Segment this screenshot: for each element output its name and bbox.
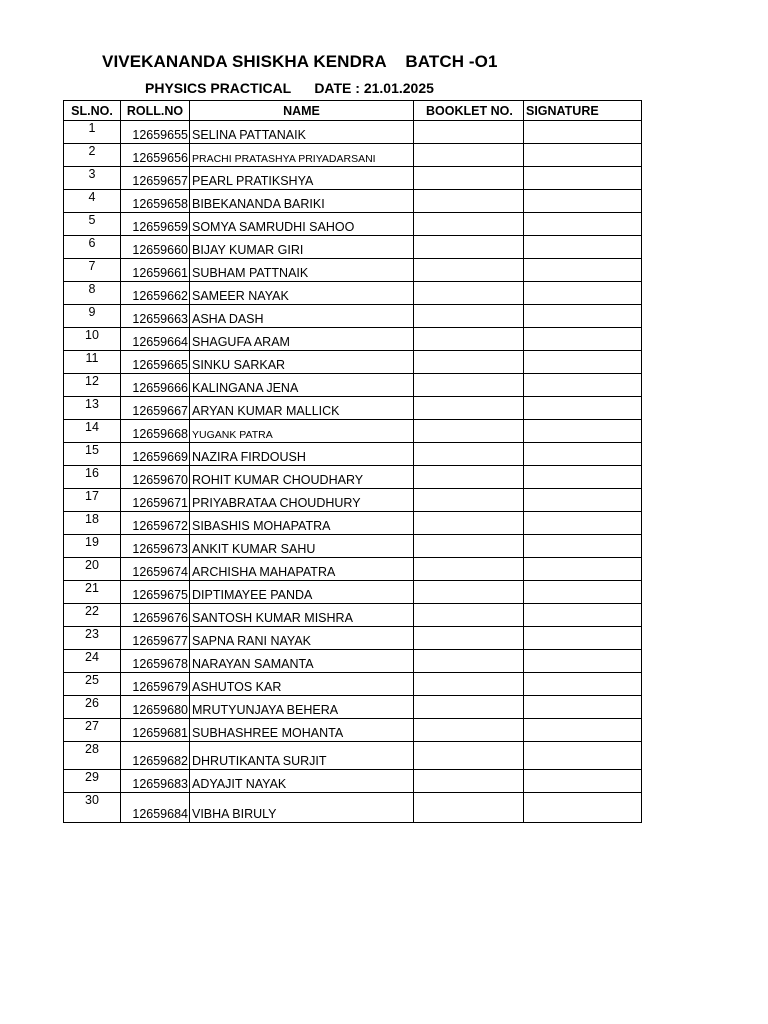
table-row — [64, 650, 642, 673]
booklet-no-cell[interactable] — [414, 770, 524, 793]
student-name-cell: DIPTIMAYEE PANDA — [190, 581, 414, 604]
sl-no-cell: 7 — [64, 259, 121, 282]
student-name-cell: SAMEER NAYAK — [190, 282, 414, 305]
student-name-cell: VIBHA BIRULY — [190, 793, 414, 823]
signature-cell[interactable] — [524, 466, 642, 489]
sl-no-cell: 17 — [64, 489, 121, 512]
sl-no-cell: 11 — [64, 351, 121, 374]
signature-cell[interactable] — [524, 213, 642, 236]
booklet-no-cell[interactable] — [414, 351, 524, 374]
table-row — [64, 121, 642, 144]
table-row — [64, 420, 642, 443]
signature-cell[interactable] — [524, 696, 642, 719]
student-name-cell: YUGANK PATRA — [190, 420, 414, 443]
sl-no-cell: 1 — [64, 121, 121, 144]
signature-cell[interactable] — [524, 282, 642, 305]
roll-no-cell: 12659663 — [121, 305, 190, 328]
table-row — [64, 259, 642, 282]
student-name-cell: SUBHAM PATTNAIK — [190, 259, 414, 282]
booklet-no-cell[interactable] — [414, 719, 524, 742]
booklet-no-cell[interactable] — [414, 282, 524, 305]
booklet-no-cell[interactable] — [414, 443, 524, 466]
roll-no-cell: 12659678 — [121, 650, 190, 673]
signature-cell[interactable] — [524, 420, 642, 443]
student-name-cell: SIBASHIS MOHAPATRA — [190, 512, 414, 535]
booklet-no-cell[interactable] — [414, 558, 524, 581]
table-row — [64, 627, 642, 650]
table-row — [64, 673, 642, 696]
signature-cell[interactable] — [524, 742, 642, 770]
student-name-cell: PRACHI PRATASHYA PRIYADARSANI — [190, 144, 414, 167]
sl-no-cell: 4 — [64, 190, 121, 213]
roll-no-cell: 12659666 — [121, 374, 190, 397]
sl-no-cell: 19 — [64, 535, 121, 558]
booklet-no-cell[interactable] — [414, 512, 524, 535]
signature-cell[interactable] — [524, 489, 642, 512]
booklet-no-cell[interactable] — [414, 604, 524, 627]
roll-no-cell: 12659677 — [121, 627, 190, 650]
student-name-cell: BIJAY KUMAR GIRI — [190, 236, 414, 259]
student-name-cell: ANKIT KUMAR SAHU — [190, 535, 414, 558]
sl-no-cell: 30 — [64, 793, 121, 823]
table-header-row — [64, 101, 642, 121]
roll-no-cell: 12659675 — [121, 581, 190, 604]
sl-no-cell: 9 — [64, 305, 121, 328]
sl-no-cell: 16 — [64, 466, 121, 489]
booklet-no-cell[interactable] — [414, 144, 524, 167]
signature-cell[interactable] — [524, 535, 642, 558]
table-row — [64, 489, 642, 512]
sl-no-cell: 13 — [64, 397, 121, 420]
table-row — [64, 397, 642, 420]
sl-no-cell: 3 — [64, 167, 121, 190]
sl-no-cell: 2 — [64, 144, 121, 167]
roll-no-cell: 12659659 — [121, 213, 190, 236]
booklet-no-cell[interactable] — [414, 121, 524, 144]
student-name-cell: ASHUTOS KAR — [190, 673, 414, 696]
column-header-slno: SL.NO. — [64, 101, 121, 121]
booklet-no-cell[interactable] — [414, 397, 524, 420]
table-row — [64, 190, 642, 213]
table-row — [64, 581, 642, 604]
booklet-no-cell[interactable] — [414, 627, 524, 650]
column-header-roll: ROLL.NO — [121, 101, 190, 121]
column-header-name: NAME — [190, 101, 414, 121]
student-name-cell: SUBHASHREE MOHANTA — [190, 719, 414, 742]
table-row — [64, 305, 642, 328]
sl-no-cell: 24 — [64, 650, 121, 673]
table-row — [64, 558, 642, 581]
roll-no-cell: 12659679 — [121, 673, 190, 696]
signature-cell[interactable] — [524, 793, 642, 823]
roll-no-cell: 12659681 — [121, 719, 190, 742]
signature-cell[interactable] — [524, 144, 642, 167]
sl-no-cell: 5 — [64, 213, 121, 236]
signature-cell[interactable] — [524, 167, 642, 190]
roll-no-cell: 12659669 — [121, 443, 190, 466]
roll-no-cell: 12659671 — [121, 489, 190, 512]
signature-cell[interactable] — [524, 351, 642, 374]
roll-no-cell: 12659684 — [121, 793, 190, 823]
table-row — [64, 742, 642, 770]
roll-no-cell: 12659657 — [121, 167, 190, 190]
roll-no-cell: 12659682 — [121, 742, 190, 770]
attendance-table — [63, 100, 642, 823]
sl-no-cell: 29 — [64, 770, 121, 793]
roll-no-cell: 12659673 — [121, 535, 190, 558]
signature-cell[interactable] — [524, 770, 642, 793]
sl-no-cell: 15 — [64, 443, 121, 466]
table-row — [64, 443, 642, 466]
table-row — [64, 535, 642, 558]
column-header-booklet: BOOKLET NO. — [414, 101, 524, 121]
booklet-no-cell[interactable] — [414, 793, 524, 823]
booklet-no-cell[interactable] — [414, 535, 524, 558]
signature-cell[interactable] — [524, 259, 642, 282]
roll-no-cell: 12659680 — [121, 696, 190, 719]
booklet-no-cell[interactable] — [414, 328, 524, 351]
student-name-cell: ASHA DASH — [190, 305, 414, 328]
sl-no-cell: 10 — [64, 328, 121, 351]
student-name-cell: NAZIRA FIRDOUSH — [190, 443, 414, 466]
sheet-title: VIVEKANANDA SHISKHA KENDRA BATCH -O1 — [102, 52, 498, 71]
roll-no-cell: 12659655 — [121, 121, 190, 144]
roll-no-cell: 12659658 — [121, 190, 190, 213]
roll-no-cell: 12659662 — [121, 282, 190, 305]
table-row — [64, 512, 642, 535]
booklet-no-cell[interactable] — [414, 489, 524, 512]
student-name-cell: ADYAJIT NAYAK — [190, 770, 414, 793]
student-name-cell: KALINGANA JENA — [190, 374, 414, 397]
table-row — [64, 328, 642, 351]
sl-no-cell: 6 — [64, 236, 121, 259]
booklet-no-cell[interactable] — [414, 420, 524, 443]
table-row — [64, 282, 642, 305]
student-name-cell: NARAYAN SAMANTA — [190, 650, 414, 673]
signature-cell[interactable] — [524, 627, 642, 650]
booklet-no-cell[interactable] — [414, 374, 524, 397]
booklet-no-cell[interactable] — [414, 696, 524, 719]
roll-no-cell: 12659656 — [121, 144, 190, 167]
column-header-signature: SIGNATURE — [524, 101, 642, 121]
booklet-no-cell[interactable] — [414, 742, 524, 770]
sl-no-cell: 8 — [64, 282, 121, 305]
table-row — [64, 466, 642, 489]
student-name-cell: PEARL PRATIKSHYA — [190, 167, 414, 190]
table-row — [64, 351, 642, 374]
booklet-no-cell[interactable] — [414, 650, 524, 673]
student-name-cell: SOMYA SAMRUDHI SAHOO — [190, 213, 414, 236]
roll-no-cell: 12659683 — [121, 770, 190, 793]
booklet-no-cell[interactable] — [414, 673, 524, 696]
sl-no-cell: 20 — [64, 558, 121, 581]
signature-cell[interactable] — [524, 512, 642, 535]
student-name-cell: MRUTYUNJAYA BEHERA — [190, 696, 414, 719]
student-name-cell: ARCHISHA MAHAPATRA — [190, 558, 414, 581]
sl-no-cell: 23 — [64, 627, 121, 650]
signature-cell[interactable] — [524, 121, 642, 144]
table-row — [64, 236, 642, 259]
signature-cell[interactable] — [524, 374, 642, 397]
student-name-cell: SHAGUFA ARAM — [190, 328, 414, 351]
student-name-cell: PRIYABRATAA CHOUDHURY — [190, 489, 414, 512]
roll-no-cell: 12659674 — [121, 558, 190, 581]
signature-cell[interactable] — [524, 305, 642, 328]
student-name-cell: ROHIT KUMAR CHOUDHARY — [190, 466, 414, 489]
table-row — [64, 696, 642, 719]
roll-no-cell: 12659661 — [121, 259, 190, 282]
booklet-no-cell[interactable] — [414, 236, 524, 259]
roll-no-cell: 12659660 — [121, 236, 190, 259]
student-name-cell: SINKU SARKAR — [190, 351, 414, 374]
table-row — [64, 604, 642, 627]
signature-cell[interactable] — [524, 236, 642, 259]
booklet-no-cell[interactable] — [414, 167, 524, 190]
table-row — [64, 374, 642, 397]
roll-no-cell: 12659676 — [121, 604, 190, 627]
signature-cell[interactable] — [524, 443, 642, 466]
signature-cell[interactable] — [524, 604, 642, 627]
signature-cell[interactable] — [524, 328, 642, 351]
sl-no-cell: 22 — [64, 604, 121, 627]
booklet-no-cell[interactable] — [414, 259, 524, 282]
sl-no-cell: 21 — [64, 581, 121, 604]
student-name-cell: SANTOSH KUMAR MISHRA — [190, 604, 414, 627]
table-row — [64, 770, 642, 793]
signature-cell[interactable] — [524, 650, 642, 673]
roll-no-cell: 12659664 — [121, 328, 190, 351]
table-row — [64, 213, 642, 236]
table-row — [64, 719, 642, 742]
table-body — [64, 121, 642, 823]
sheet-subtitle: PHYSICS PRACTICAL DATE : 21.01.2025 — [145, 80, 434, 96]
booklet-no-cell[interactable] — [414, 213, 524, 236]
signature-cell[interactable] — [524, 673, 642, 696]
student-name-cell: DHRUTIKANTA SURJIT — [190, 742, 414, 770]
sl-no-cell: 18 — [64, 512, 121, 535]
sl-no-cell: 12 — [64, 374, 121, 397]
roll-no-cell: 12659667 — [121, 397, 190, 420]
signature-cell[interactable] — [524, 719, 642, 742]
sl-no-cell: 26 — [64, 696, 121, 719]
sl-no-cell: 28 — [64, 742, 121, 770]
roll-no-cell: 12659670 — [121, 466, 190, 489]
student-name-cell: ARYAN KUMAR MALLICK — [190, 397, 414, 420]
sl-no-cell: 25 — [64, 673, 121, 696]
roll-no-cell: 12659665 — [121, 351, 190, 374]
signature-cell[interactable] — [524, 397, 642, 420]
student-name-cell: SELINA PATTANAIK — [190, 121, 414, 144]
student-name-cell: SAPNA RANI NAYAK — [190, 627, 414, 650]
table-row — [64, 793, 642, 823]
booklet-no-cell[interactable] — [414, 305, 524, 328]
table-row — [64, 167, 642, 190]
booklet-no-cell[interactable] — [414, 581, 524, 604]
roll-no-cell: 12659672 — [121, 512, 190, 535]
booklet-no-cell[interactable] — [414, 466, 524, 489]
table-row — [64, 144, 642, 167]
sl-no-cell: 14 — [64, 420, 121, 443]
signature-cell[interactable] — [524, 190, 642, 213]
sl-no-cell: 27 — [64, 719, 121, 742]
signature-cell[interactable] — [524, 558, 642, 581]
signature-cell[interactable] — [524, 581, 642, 604]
roll-no-cell: 12659668 — [121, 420, 190, 443]
booklet-no-cell[interactable] — [414, 190, 524, 213]
student-name-cell: BIBEKANANDA BARIKI — [190, 190, 414, 213]
